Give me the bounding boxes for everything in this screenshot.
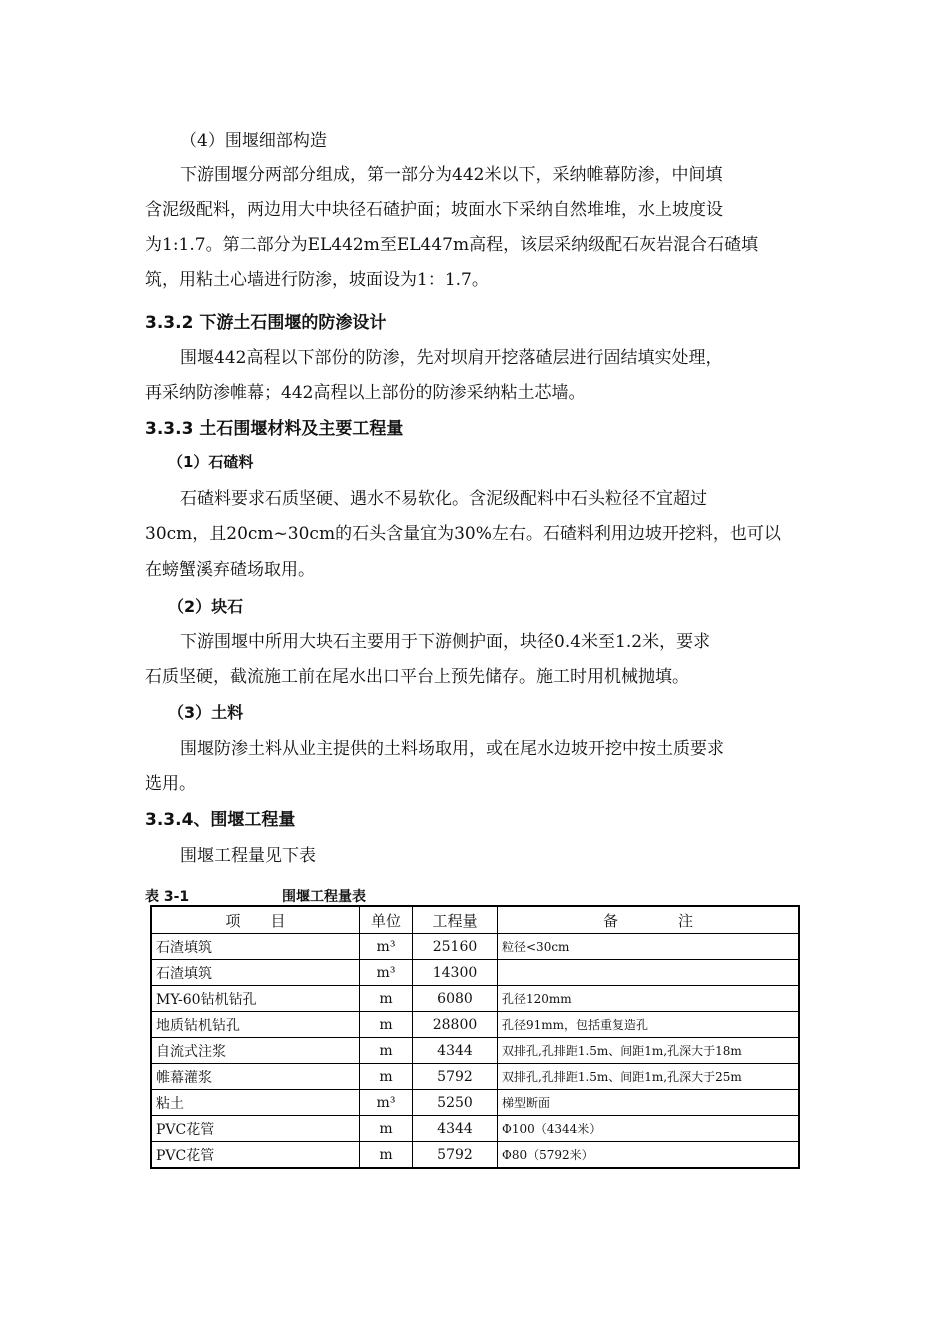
cell-unit: m [360, 1064, 413, 1090]
table-row [151, 1090, 799, 1116]
cell-note [498, 960, 800, 986]
cell-item: PVC花管 [151, 1116, 360, 1142]
table-row [151, 960, 799, 986]
paragraph-line: 石质坚硬，截流施工前在尾水出口平台上预先储存。施工时用机械抛填。 [145, 667, 689, 687]
header-quantity: 工程量 [413, 906, 498, 934]
cell-note: 双排孔,孔排距1.5m、间距1m,孔深大于25m [498, 1064, 800, 1090]
cell-quantity: 5250 [413, 1090, 498, 1116]
cell-quantity: 4344 [413, 1038, 498, 1064]
paragraph-line: 30cm，且20cm~30cm的石头含量宜为30%左右。石碴料利用边坡开挖料，也可以 [145, 524, 781, 544]
section-4-title: （4）围堰细部构造 [180, 131, 327, 151]
cell-quantity: 25160 [413, 934, 498, 960]
cell-note: 双排孔,孔排距1.5m、间距1m,孔深大于18m [498, 1038, 800, 1064]
header-item: 项 目 [151, 906, 360, 934]
table-row [151, 1064, 799, 1090]
table-title: 围堰工程量表 [282, 889, 366, 905]
subsection-title-gravel: （1）石碴料 [168, 453, 254, 471]
subsection-title-soil: （3）土料 [168, 703, 244, 722]
quantity-table [150, 905, 800, 1169]
cell-unit: m [360, 1038, 413, 1064]
paragraph-line: 石碴料要求石质坚硬、遇水不易软化。含泥级配料中石头粒径不宜超过 [180, 489, 707, 509]
cell-item: 帷幕灌浆 [151, 1064, 360, 1090]
cell-item: 自流式注浆 [151, 1038, 360, 1064]
cell-note: 孔径120mm [498, 986, 800, 1012]
cell-quantity: 4344 [413, 1116, 498, 1142]
section-heading-3-3-4: 3.3.4、围堰工程量 [145, 810, 296, 830]
cell-unit: m [360, 986, 413, 1012]
paragraph-line: 选用。 [145, 774, 196, 794]
cell-quantity: 5792 [413, 1142, 498, 1169]
paragraph-line: 为1:1.7。第二部分为EL442m至EL447m高程，该层采纳级配石灰岩混合石碴填 [145, 235, 759, 255]
cell-unit: m [360, 1012, 413, 1038]
cell-item: 石渣填筑 [151, 934, 360, 960]
header-unit: 单位 [360, 906, 413, 934]
cell-note: Φ80（5792米） [498, 1142, 800, 1169]
cell-quantity: 14300 [413, 960, 498, 986]
subsection-title-block-stone: （2）块石 [168, 597, 244, 616]
cell-unit: m³ [360, 934, 413, 960]
cell-note: 孔径91mm，包括重复造孔 [498, 1012, 800, 1038]
cell-item: 粘土 [151, 1090, 360, 1116]
cell-unit: m³ [360, 1090, 413, 1116]
paragraph-line: 下游围堰分两部分组成，第一部分为442米以下，采纳帷幕防渗，中间填 [180, 165, 723, 185]
paragraph-line: 围堰442高程以下部份的防渗，先对坝肩开挖落碴层进行固结填实处理， [180, 348, 723, 368]
cell-note: Φ100（4344米） [498, 1116, 800, 1142]
table-label: 表 3-1 [145, 889, 190, 905]
paragraph-line: 筑，用粘土心墙进行防渗，坡面设为1：1.7。 [145, 270, 489, 290]
cell-item: MY-60钻机钻孔 [151, 986, 360, 1012]
paragraph-line: 下游围堰中所用大块石主要用于下游侧护面，块径0.4米至1.2米，要求 [180, 632, 711, 652]
paragraph-line: 再采纳防渗帷幕；442高程以上部份的防渗采纳粘土芯墙。 [145, 383, 586, 403]
section-heading-3-3-3: 3.3.3 土石围堰材料及主要工程量 [145, 419, 404, 439]
cell-item: 地质钻机钻孔 [151, 1012, 360, 1038]
header-note: 备 注 [498, 906, 800, 934]
cell-note: 梯型断面 [498, 1090, 800, 1116]
paragraph-line: 围堰工程量见下表 [180, 846, 316, 866]
section-heading-3-3-2: 3.3.2 下游土石围堰的防渗设计 [145, 313, 387, 333]
paragraph-line: 含泥级配料，两边用大中块径石碴护面；坡面水下采纳自然堆堆，水上坡度设 [145, 200, 723, 220]
cell-quantity: 5792 [413, 1064, 498, 1090]
paragraph-line: 在螃蟹溪弃碴场取用。 [145, 560, 315, 580]
table-row [151, 986, 799, 1012]
table-row [151, 1142, 799, 1169]
cell-unit: m³ [360, 960, 413, 986]
paragraph-line: 围堰防渗土料从业主提供的土料场取用，或在尾水边坡开挖中按土质要求 [180, 739, 724, 759]
table-row [151, 934, 799, 960]
table-header-row [151, 906, 799, 934]
table-row [151, 1038, 799, 1064]
table-row [151, 1116, 799, 1142]
cell-item: 石渣填筑 [151, 960, 360, 986]
cell-quantity: 6080 [413, 986, 498, 1012]
cell-unit: m [360, 1142, 413, 1169]
cell-item: PVC花管 [151, 1142, 360, 1169]
cell-quantity: 28800 [413, 1012, 498, 1038]
cell-note: 粒径<30cm [498, 934, 800, 960]
table-row [151, 1012, 799, 1038]
cell-unit: m [360, 1116, 413, 1142]
